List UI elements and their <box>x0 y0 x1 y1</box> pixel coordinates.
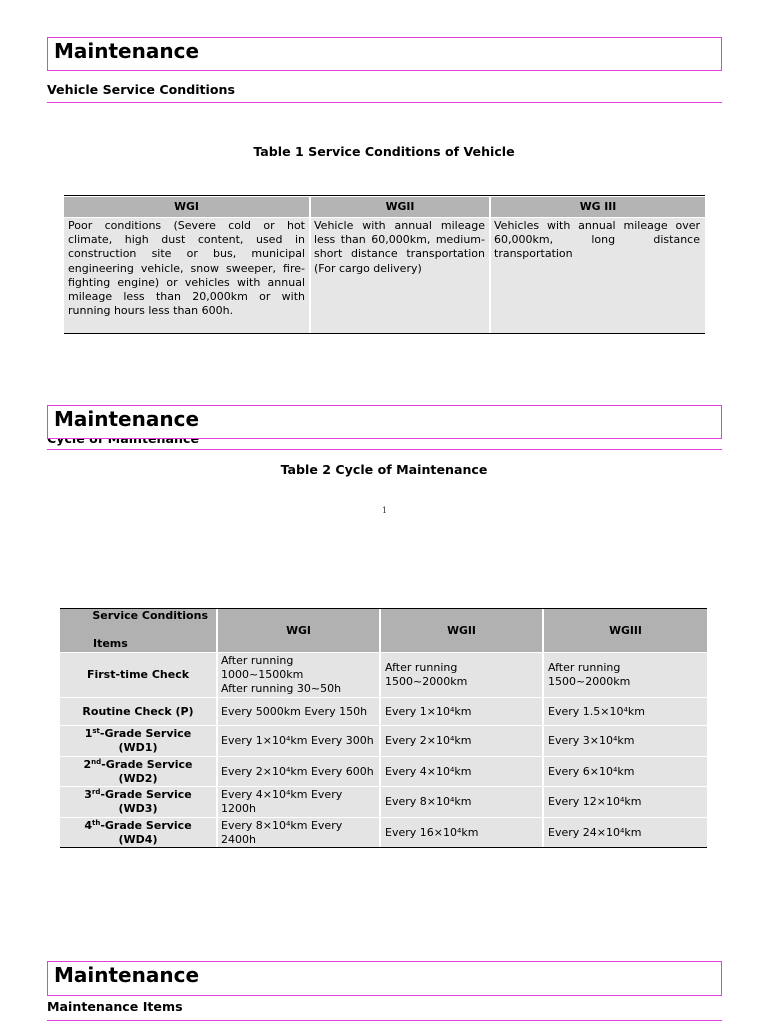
grade-name: -Grade Service <box>99 727 192 740</box>
table-cell <box>381 726 542 756</box>
table-cell <box>381 698 542 725</box>
grade-name: -Grade Service <box>100 818 192 832</box>
grade-name: -Grade Service <box>101 757 193 771</box>
table-cell <box>544 653 707 697</box>
table-cell <box>218 726 379 756</box>
service-conditions-table <box>64 195 705 334</box>
maintenance-cycle-table <box>60 608 707 848</box>
corner-header-service-conditions: Service Conditions <box>92 609 208 622</box>
table-cell <box>381 787 542 817</box>
row-label-text <box>85 727 192 755</box>
table-cell <box>218 787 379 817</box>
section-title: Maintenance <box>54 407 200 431</box>
section-divider <box>47 449 722 450</box>
column-header-wgii <box>381 609 542 652</box>
cell-text: Every 4×10⁴km Every 1200h <box>221 788 343 815</box>
table-cell <box>544 787 707 817</box>
column-header-wgi: WGI <box>64 197 309 217</box>
cell-text: After running 1500~2000km <box>548 661 631 688</box>
cell-text: Every 16×10⁴km <box>385 825 479 839</box>
section-header-box <box>47 405 722 439</box>
row-label <box>60 726 216 756</box>
cell-text: Every 4×10⁴km <box>385 764 472 778</box>
table-cell: Vehicles with annual mileage over 60,000km, long distance transportation <box>491 218 705 333</box>
cell-text: Every 8×10⁴km Every 2400h <box>221 818 343 846</box>
row-label <box>60 698 216 725</box>
section-title: Maintenance <box>54 39 200 63</box>
table-cell <box>544 818 707 847</box>
grade-number: 3 <box>84 788 92 801</box>
cell-text: Every 1.5×10⁴km <box>548 704 645 718</box>
table-cell <box>218 818 379 847</box>
section-subtitle: Maintenance Items <box>47 999 183 1014</box>
grade-number: 2 <box>83 757 92 771</box>
grade-code: (WD3) <box>118 802 158 815</box>
cell-text: After running 1000~1500km After running 30~50h <box>221 654 342 695</box>
row-label <box>60 653 216 697</box>
grade-ordinal-suffix: rd <box>91 788 101 796</box>
section-divider <box>47 102 722 103</box>
grade-number: 1 <box>84 727 93 740</box>
cell-text: Every 12×10⁴km <box>548 795 642 808</box>
grade-ordinal-suffix: st <box>92 727 100 735</box>
table-cell <box>218 653 379 697</box>
cell-text: Every 6×10⁴km <box>548 764 635 778</box>
row-label-text <box>84 758 193 786</box>
table-cell <box>218 757 379 786</box>
cell-text: Every 24×10⁴km <box>548 825 642 839</box>
cell-text: Every 1×10⁴km Every 300h <box>221 734 374 747</box>
column-header-wgi <box>218 609 379 652</box>
section-subtitle: Vehicle Service Conditions <box>47 82 235 97</box>
cell-text: Every 2×10⁴km Every 600h <box>221 764 374 778</box>
grade-ordinal-suffix: th <box>91 818 101 827</box>
row-label <box>60 787 216 817</box>
column-header-wgii: WGII <box>311 197 489 217</box>
row-label-text <box>84 819 191 847</box>
row-label-text: Routine Check (P) <box>82 704 194 718</box>
grade-ordinal-suffix: nd <box>91 757 102 766</box>
cell-text: Every 3×10⁴km <box>548 734 635 747</box>
table-cell <box>544 757 707 786</box>
section-header-box <box>47 961 722 996</box>
cell-text: Every 2×10⁴km <box>385 734 472 747</box>
grade-code: (WD4) <box>118 832 158 846</box>
table-caption: Table 2 Cycle of Maintenance <box>280 462 488 477</box>
row-label-text <box>84 788 191 816</box>
corner-header-items: Items <box>93 637 128 650</box>
grade-code: (WD2) <box>118 771 158 785</box>
table-cell: Poor conditions (Severe cold or hot climate, high dust content, used in construction site or bus, municipal engineering vehicle, snow sweeper, fire-fighting engine) or vehicles with annual mileage less than 20,000km or with running hours less than 600h. <box>64 218 309 333</box>
section-divider <box>47 1020 722 1021</box>
row-label <box>60 757 216 786</box>
grade-code: (WD1) <box>118 741 158 754</box>
table-cell <box>381 818 542 847</box>
cell-text: Every 1×10⁴km <box>385 704 472 718</box>
column-header-wgiii: WG III <box>491 197 705 217</box>
section-header-box <box>47 37 722 71</box>
cell-text: Every 8×10⁴km <box>385 795 472 808</box>
grade-name: -Grade Service <box>100 788 192 801</box>
section-title: Maintenance <box>54 963 200 987</box>
column-header-label: WGI <box>286 624 311 637</box>
page-number: 1 <box>382 506 388 515</box>
cell-text: Every 5000km Every 150h <box>221 704 368 718</box>
column-header-label: WGII <box>447 624 476 637</box>
column-header-wgiii <box>544 609 707 652</box>
table-cell: Vehicle with annual mileage less than 60,000km, medium-short distance transportation (For cargo delivery) <box>311 218 489 333</box>
row-label <box>60 818 216 847</box>
row-label-text: First-time Check <box>86 668 190 681</box>
grade-number: 4 <box>84 818 92 832</box>
table-cell <box>381 757 542 786</box>
table-cell <box>544 698 707 725</box>
cell-text: After running 1500~2000km <box>385 661 468 688</box>
column-header-label: WGIII <box>609 624 642 637</box>
table-cell <box>381 653 542 697</box>
table-caption: Table 1 Service Conditions of Vehicle <box>253 144 515 159</box>
table-cell <box>218 698 379 725</box>
corner-header-cell <box>60 609 216 652</box>
table-cell <box>544 726 707 756</box>
